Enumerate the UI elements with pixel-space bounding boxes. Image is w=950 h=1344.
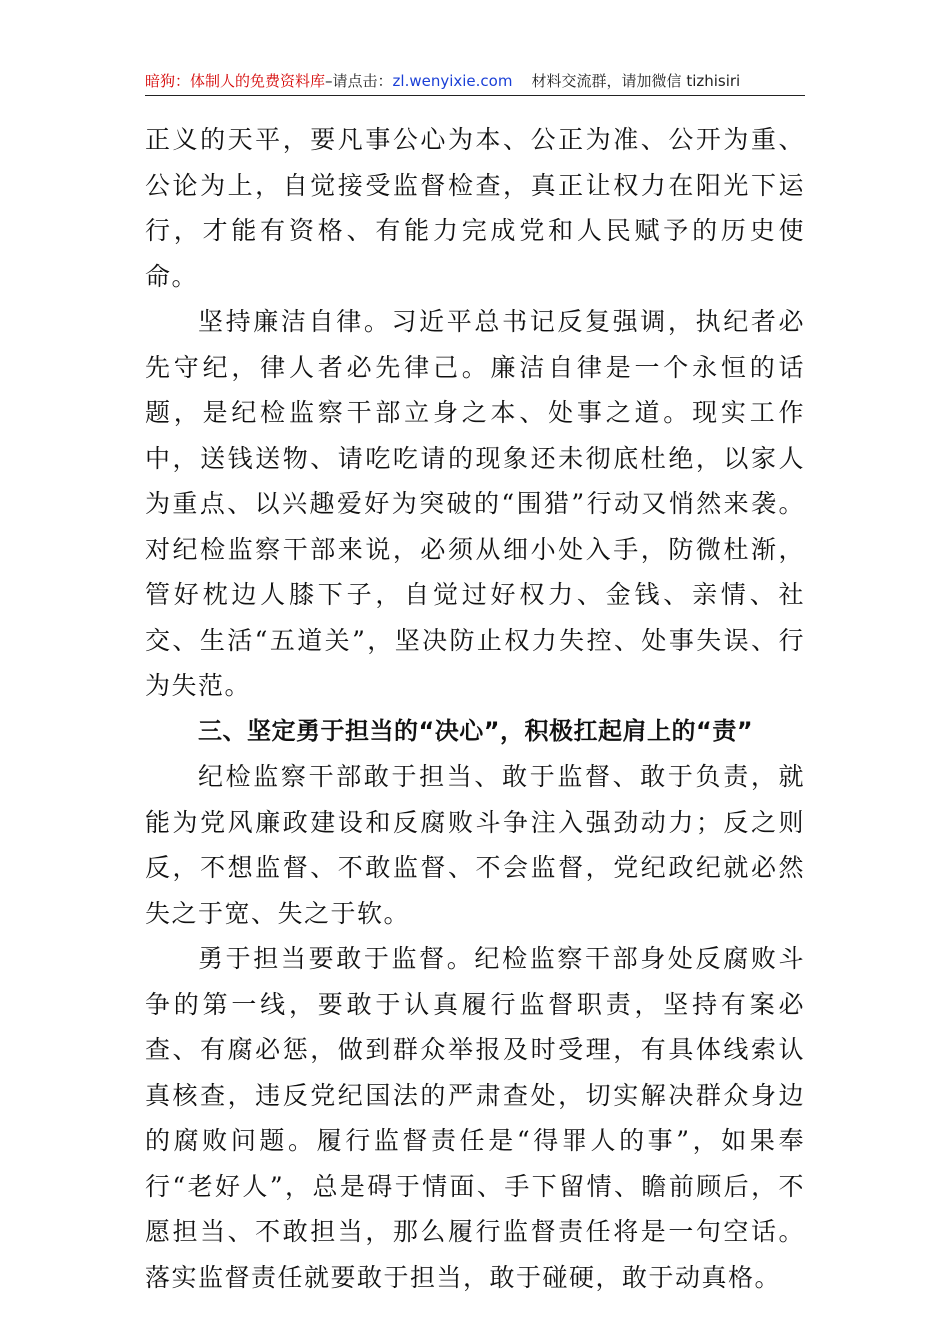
page-header (145, 68, 805, 94)
header-brand: 暗狗：体制人的免费资料库 (145, 72, 326, 90)
paragraph-continued: 正义的天平，要凡事公心为本、公正为准、公开为重、公论为上，自觉接受监督检查，真正让权力在阳光下运行，才能有资格、有能力完成党和人民赋予的历史使命。 (145, 125, 805, 291)
header-click-prefix: –请点击： (325, 72, 393, 90)
header-divider (145, 95, 805, 96)
paragraph-responsibility: 纪检监察干部敢于担当、敢于监督、敢于负责，就能为党风廉政建设和反腐败斗争注入强劲动力；反之则反，不想监督、不敢监督、不会监督，党纪政纪就必然失之于宽、失之于软。 (145, 762, 805, 928)
paragraph-supervision: 勇于担当要敢于监督。纪检监察干部身处反腐败斗争的第一线，要敢于认真履行监督职责，坚持有案必查、有腐必惩，做到群众举报及时受理，有具体线索认真核查，违反党纪国法的严肃查处，切实解决群众身边的腐败问题。履行监督责任是“得罪人的事”，如果奉行“老好人”，总是碍于情面、手下留情、瞻前顾后，不愿担当、不敢担当，那么履行监督责任将是一句空话。落实监督责任就要敢于担当，敢于碰硬，敢于动真格。 (145, 944, 805, 1292)
header-site-link[interactable]: zl.wenyixie.com (392, 72, 513, 90)
section-heading-3: 三、坚定勇于担当的“决心”，积极扛起肩上的“责” (198, 716, 754, 745)
paragraph-integrity: 坚持廉洁自律。习近平总书记反复强调，执纪者必先守纪，律人者必先律己。廉洁自律是一个永恒的话题，是纪检监察干部立身之本、处事之道。现实工作中，送钱送物、请吃吃请的现象还未彻底杜绝，以家人为重点、以兴趣爱好为突破的“围猎”行动又悄然来袭。对纪检监察干部来说，必须从细小处入手，防微杜渐，管好枕边人膝下子，自觉过好权力、金钱、亲情、社交、生活“五道关”，坚决防止权力失控、处事失误、行为失范。 (145, 307, 805, 700)
header-group-note: 材料交流群，请加微信 tizhisiri (531, 72, 741, 90)
document-body (145, 117, 805, 1300)
